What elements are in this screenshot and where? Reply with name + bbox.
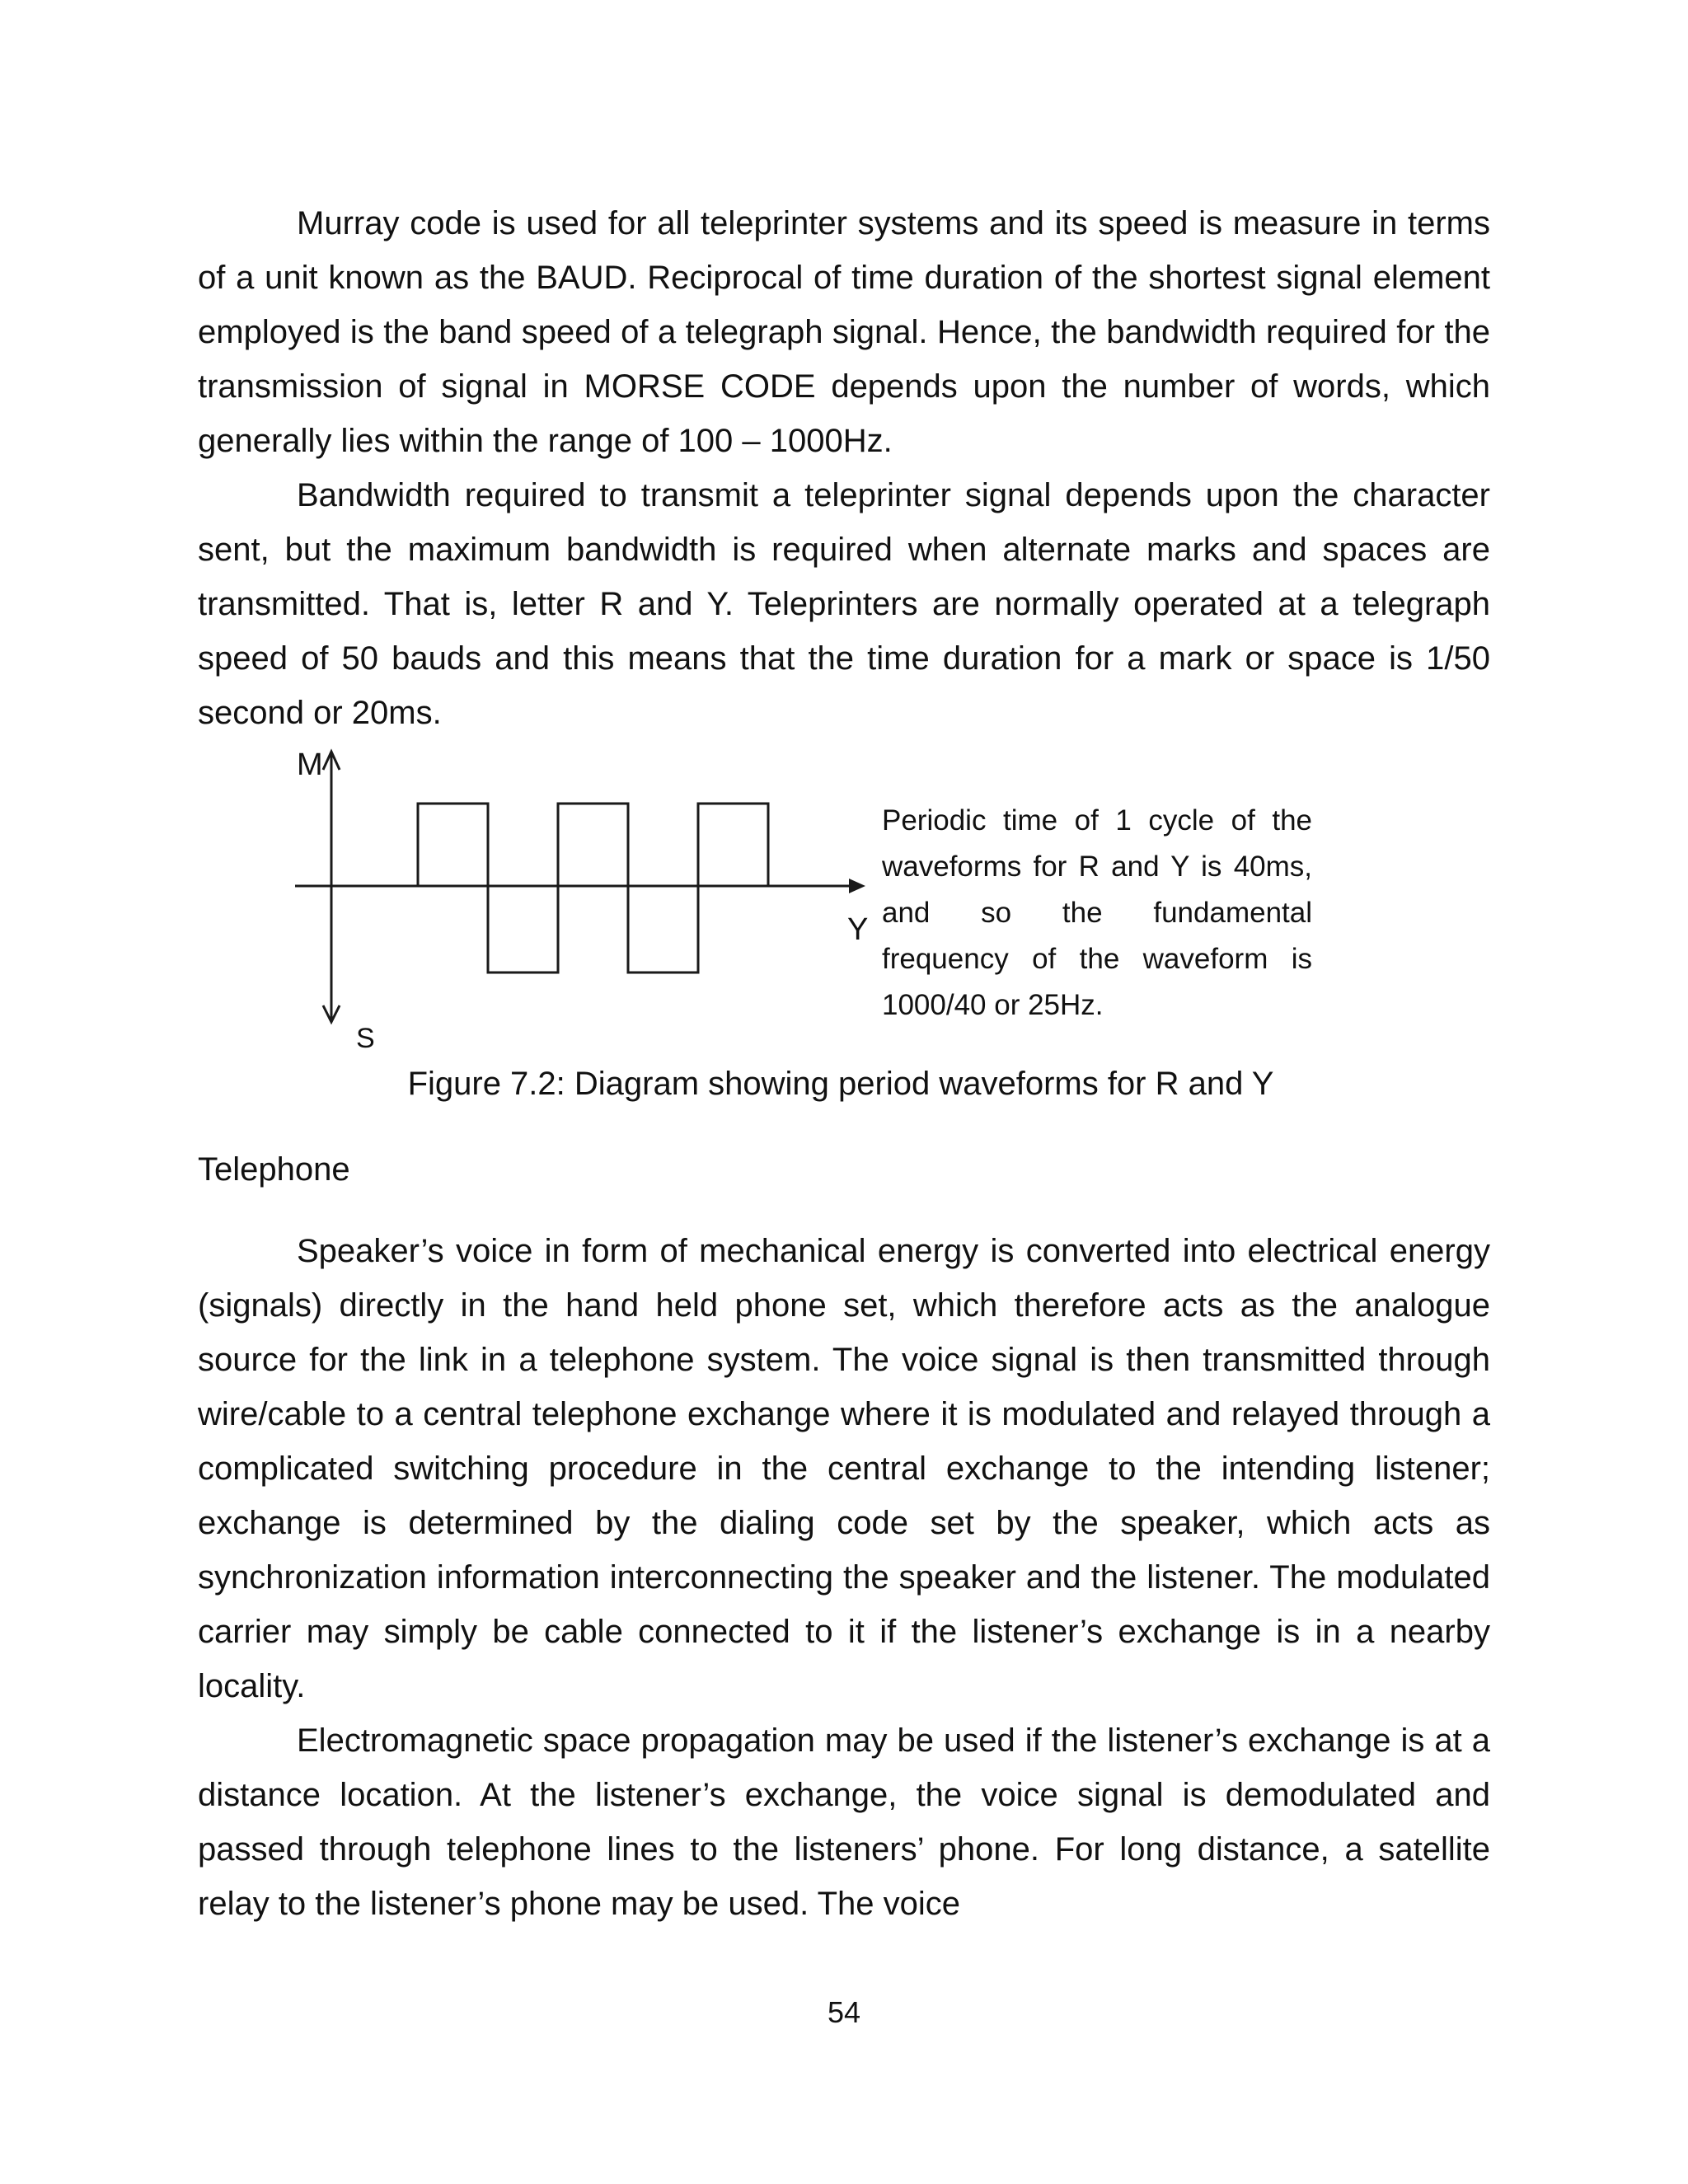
page-number: 54 bbox=[827, 1995, 861, 2029]
paragraph-bandwidth: Bandwidth required to transmit a teleprinter signal depends upon the character sent, but the maximum bandwidth is required when alternate marks and spaces are transmitted. That is, letter R and Y. Teleprinters are normally operated at a telegraph speed of 50 bauds and this means that the time duration for a mark or space is 1/50 second or 20ms. bbox=[198, 477, 1490, 731]
axis-label-mark: M bbox=[297, 748, 323, 782]
section-heading-telephone: Telephone bbox=[198, 1151, 350, 1188]
figure-waveform bbox=[280, 742, 1352, 1121]
axis-label-time: Y bbox=[847, 912, 869, 947]
axis-arrow-right bbox=[849, 879, 865, 893]
figure-caption: Figure 7.2: Diagram showing period waveforms for R and Y bbox=[407, 1066, 1274, 1102]
figure-note: Periodic time of 1 cycle of the waveforms for R and Y is 40ms, and so the fundamental frequency of the waveform is 1000/40 or 25Hz. bbox=[882, 804, 1312, 1021]
axis-label-space: S bbox=[356, 1023, 375, 1054]
waveform-trace bbox=[418, 804, 768, 972]
paragraph-murray-code: Murray code is used for all teleprinter systems and its speed is measure in terms of a unit known as the BAUD. Reciprocal of time duration of the shortest signal element employed is the band speed of a telegraph signal. Hence, the bandwidth required for the transmission of signal in MORSE CODE depends upon the number of words, which generally lies within the range of 100 – 1000Hz. bbox=[198, 205, 1490, 459]
paragraph-electromagnetic: Electromagnetic space propagation may be used if the listener’s exchange is at a distance location. At the listener’s exchange, the voice signal is demodulated and passed through telephone lines to the listeners’ phone. For long distance, a satellite relay to the listener’s phone may be used. The voice bbox=[198, 1722, 1490, 1922]
intro-text bbox=[198, 196, 1490, 740]
waveform-diagram bbox=[280, 742, 890, 1063]
telephone-text bbox=[198, 1224, 1490, 1931]
paragraph-speaker-voice: Speaker’s voice in form of mechanical energy is converted into electrical energy (signals) directly in the hand held phone set, which therefore acts as the analogue source for the link in a telephone system. The voice signal is then transmitted through wire/cable to a central telephone exchange where it is modulated and relayed through a complicated switching procedure in the central exchange to the intending listener; exchange is determined by the dialing code set by the speaker, which acts as synchronization information interconnecting the speaker and the listener. The modulated carrier may simply be cable connected to it if the listener’s exchange is in a nearby locality. bbox=[198, 1233, 1490, 1704]
